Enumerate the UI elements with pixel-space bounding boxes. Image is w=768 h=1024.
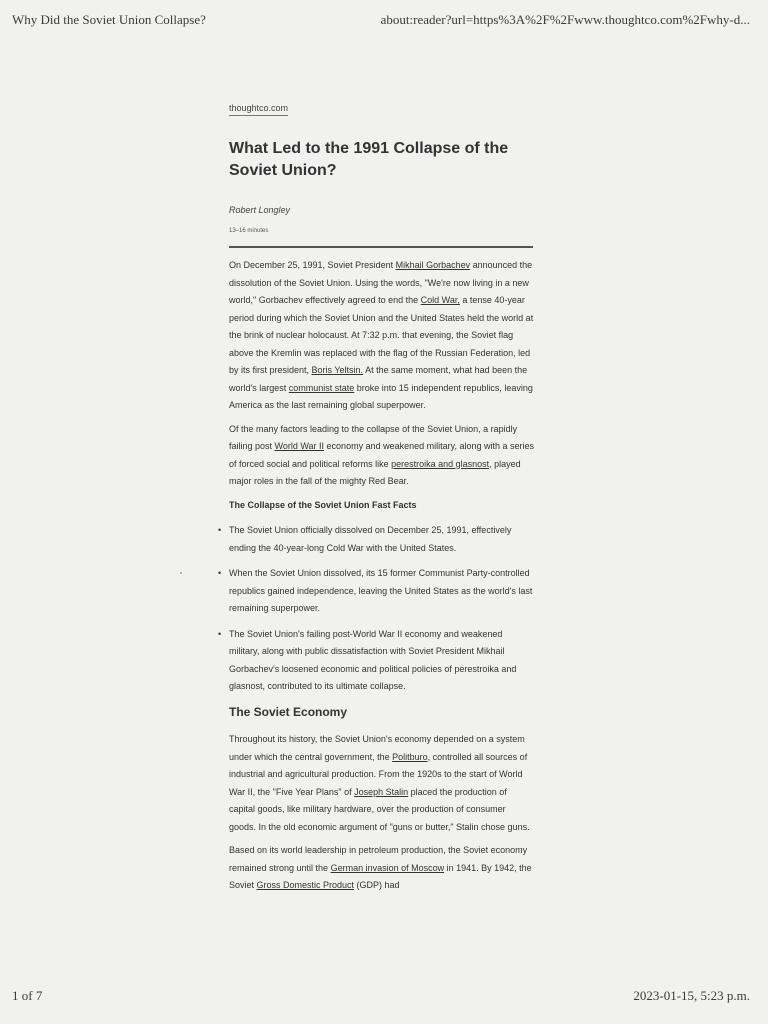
print-footer (12, 988, 750, 1006)
link-cold-war[interactable]: Cold War, (420, 295, 460, 305)
fast-facts-heading: The Collapse of the Soviet Union Fast Facts (229, 499, 417, 510)
link-german-invasion-moscow[interactable]: German invasion of Moscow (330, 862, 445, 873)
scan-speck (180, 572, 182, 574)
fast-facts-list (218, 522, 535, 696)
bullet-icon: • (218, 568, 222, 578)
reader-article (218, 98, 535, 901)
link-perestroika-glasnost[interactable]: perestroika and glasnost, (391, 458, 492, 469)
link-mikhail-gorbachev[interactable]: Mikhail Gorbachev (395, 260, 471, 270)
paragraph-2: Of the many factors leading to the collapse of the Soviet Union, a rapidly failing post World War II economy and weakened military, along with a series of forced social and political reforms like perestroika and glasnost, played major roles in the fall of the mighty Red Bear. (229, 423, 534, 486)
print-timestamp: 2023-01-15, 5:23 p.m. (633, 988, 750, 1003)
paragraph-3: Throughout its history, the Soviet Union's economy depended on a system under which the central government, the Politburo, controlled all sources of industrial and agricultural production. From the 1920s to the start of World War II, the "Five Year Plans" of Joseph Stalin placed the production of capital goods, like military hardware, over the production of consumer goods. In the old economic argument of "guns or butter," Stalin chose guns. (229, 734, 530, 832)
paragraph-4: Based on its world leadership in petroleum production, the Soviet economy remained strong until the German invasion of Moscow in 1941. By 1942, the Soviet Gross Domestic Product (GDP) had (229, 845, 532, 890)
list-item: • The Soviet Union officially dissolved on December 25, 1991, effectively ending the 40-year-long Cold War with the United States. (229, 522, 535, 557)
bullet-icon: • (218, 525, 222, 535)
print-header-url: about:reader?url=https%3A%2F%2Fwww.thoughtco.com%2Fwhy-d... (380, 12, 750, 27)
link-politburo[interactable]: Politburo, (392, 751, 431, 762)
link-communist-state[interactable]: communist state (288, 382, 355, 393)
header-divider (229, 246, 533, 248)
article-title: What Led to the 1991 Collapse of the Soviet Union? (229, 140, 509, 179)
paragraph-1: On December 25, 1991, Soviet President Mikhail Gorbachev announced the dissolution of the Soviet Union. Using the words, "We're now living in a new world," Gorbachev effectively agreed to end the Cold War, a tense 40-year period during which the Soviet Union and the United States held the world at the brink of nuclear holocaust. At 7:32 p.m. that evening, the Soviet flag above the Kremlin was replaced with the flag of the Russian Federation, led by its first president, Boris Yeltsin. At the same moment, what had been the world's largest communist state broke into 15 independent republics, leaving America as the last remaining global superpower. (229, 260, 534, 410)
link-world-war-ii[interactable]: World War II (274, 441, 325, 451)
link-gross-domestic-product[interactable]: Gross Domestic Product (256, 880, 355, 890)
link-joseph-stalin[interactable]: Joseph Stalin (354, 786, 409, 797)
bullet-icon: • (218, 628, 222, 639)
article-domain: thoughtco.com (229, 103, 288, 116)
print-header (12, 12, 750, 30)
article-author: Robert Longley (229, 205, 291, 215)
list-item: • When the Soviet Union dissolved, its 15 former Communist Party-controlled republics gained independence, leaving the United States as the world's last remaining superpower. (229, 565, 535, 618)
article-content (218, 257, 535, 895)
list-item: • The Soviet Union's failing post-World War II economy and weakened military, along with public dissatisfaction with Soviet President Mikhail Gorbachev's loosened economic and political policies of perestroika and glasnost, contributed to its ultimate collapse. (229, 626, 535, 696)
read-time: 13–16 minutes (229, 228, 269, 234)
page-number: 1 of 7 (12, 988, 43, 1003)
link-boris-yeltsin[interactable]: Boris Yeltsin. (311, 365, 364, 375)
section-heading: The Soviet Economy (229, 704, 348, 719)
print-header-title: Why Did the Soviet Union Collapse? (12, 12, 206, 27)
